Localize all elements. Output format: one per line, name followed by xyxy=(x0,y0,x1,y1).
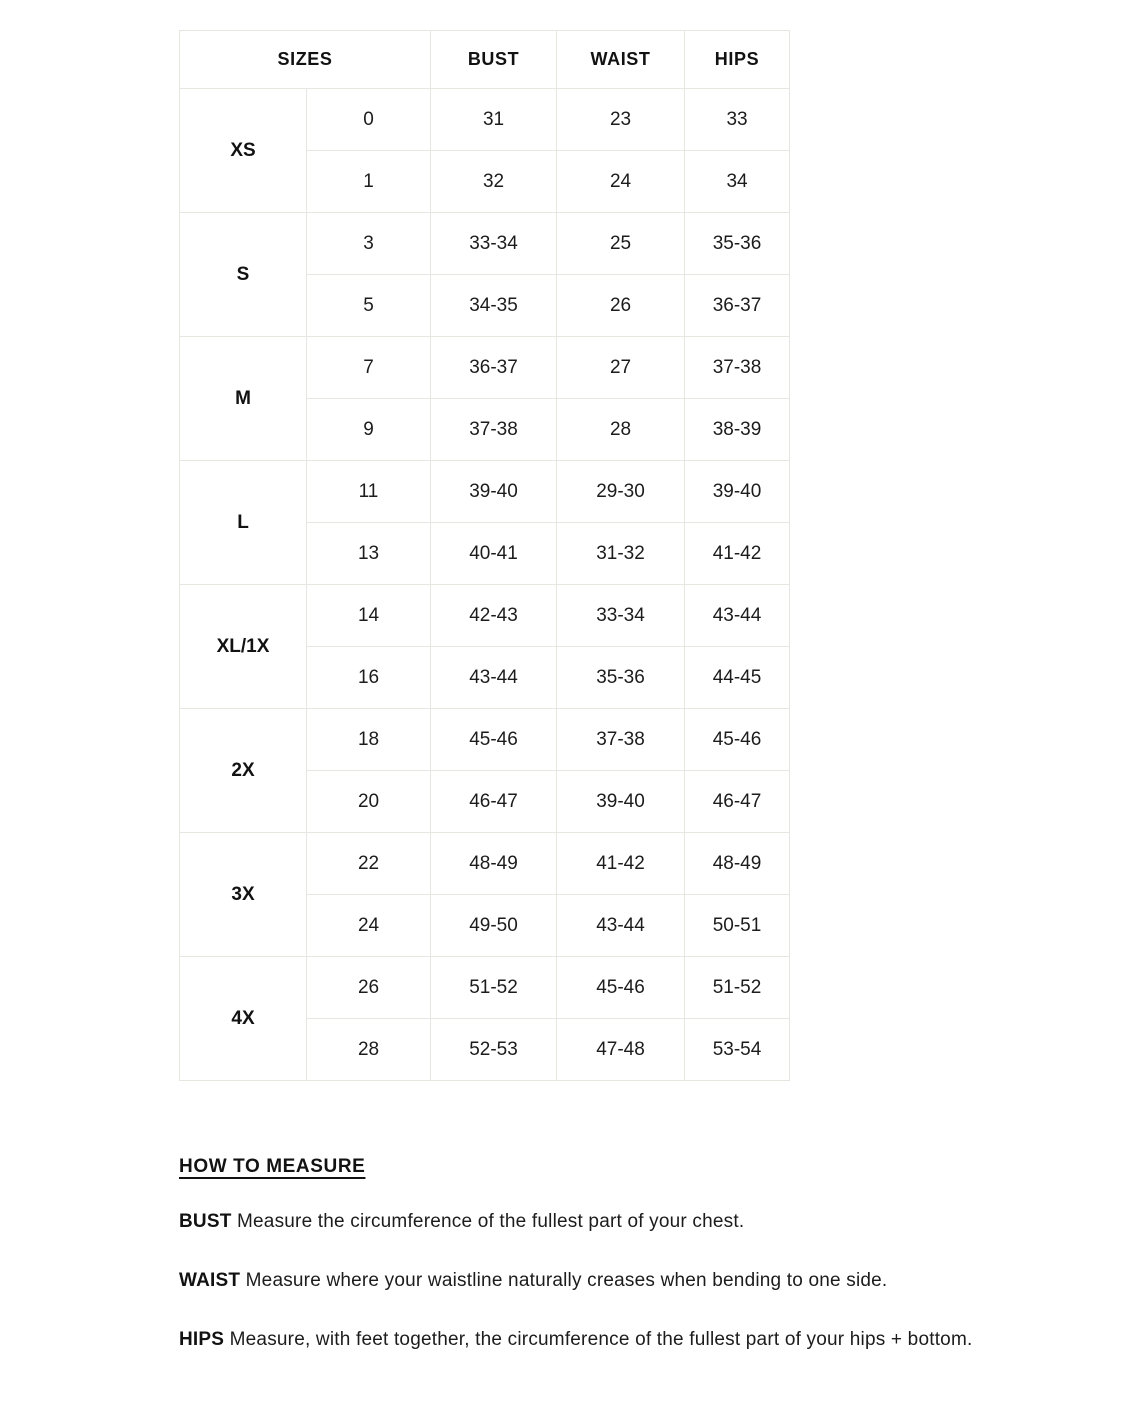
waist-cell: 47-48 xyxy=(557,1019,685,1081)
size-cell: 24 xyxy=(307,895,431,957)
size-cell: 16 xyxy=(307,647,431,709)
hips-cell: 48-49 xyxy=(685,833,790,895)
measure-term: BUST xyxy=(179,1211,232,1232)
bust-cell: 34-35 xyxy=(431,275,557,337)
waist-cell: 33-34 xyxy=(557,585,685,647)
table-row xyxy=(180,833,790,895)
measure-item: WAIST Measure where your waistline naturally creases when bending to one side. xyxy=(179,1270,888,1291)
bust-cell: 46-47 xyxy=(431,771,557,833)
bust-cell: 40-41 xyxy=(431,523,557,585)
size-group-label: 2X xyxy=(180,709,307,833)
bust-cell: 49-50 xyxy=(431,895,557,957)
table-row xyxy=(180,585,790,647)
size-cell: 28 xyxy=(307,1019,431,1081)
bust-cell: 33-34 xyxy=(431,213,557,275)
waist-cell: 39-40 xyxy=(557,771,685,833)
bust-cell: 48-49 xyxy=(431,833,557,895)
how-to-measure-section xyxy=(179,1156,1099,1388)
hips-cell: 50-51 xyxy=(685,895,790,957)
bust-cell: 45-46 xyxy=(431,709,557,771)
hips-cell: 53-54 xyxy=(685,1019,790,1081)
size-group-label: 4X xyxy=(180,957,307,1081)
table-row xyxy=(180,337,790,399)
waist-cell: 25 xyxy=(557,213,685,275)
hips-cell: 37-38 xyxy=(685,337,790,399)
waist-cell: 23 xyxy=(557,89,685,151)
size-group-label: M xyxy=(180,337,307,461)
size-cell: 22 xyxy=(307,833,431,895)
size-cell: 20 xyxy=(307,771,431,833)
waist-cell: 28 xyxy=(557,399,685,461)
hips-cell: 44-45 xyxy=(685,647,790,709)
hips-cell: 39-40 xyxy=(685,461,790,523)
size-cell: 5 xyxy=(307,275,431,337)
size-cell: 14 xyxy=(307,585,431,647)
size-cell: 9 xyxy=(307,399,431,461)
waist-cell: 31-32 xyxy=(557,523,685,585)
size-group-label: 3X xyxy=(180,833,307,957)
table-row xyxy=(180,89,790,151)
hips-cell: 36-37 xyxy=(685,275,790,337)
how-to-measure-heading: HOW TO MEASURE xyxy=(179,1156,366,1177)
measure-item: BUST Measure the circumference of the fullest part of your chest. xyxy=(179,1211,745,1232)
header-hips: HIPS xyxy=(685,31,790,89)
size-cell: 0 xyxy=(307,89,431,151)
size-cell: 18 xyxy=(307,709,431,771)
bust-cell: 51-52 xyxy=(431,957,557,1019)
size-cell: 1 xyxy=(307,151,431,213)
hips-cell: 41-42 xyxy=(685,523,790,585)
bust-cell: 39-40 xyxy=(431,461,557,523)
measure-list xyxy=(179,1211,1099,1351)
size-chart-header xyxy=(180,31,790,89)
measure-item: HIPS Measure, with feet together, the circumference of the fullest part of your hips + bottom. xyxy=(179,1329,973,1350)
waist-cell: 45-46 xyxy=(557,957,685,1019)
size-cell: 3 xyxy=(307,213,431,275)
bust-cell: 37-38 xyxy=(431,399,557,461)
hips-cell: 45-46 xyxy=(685,709,790,771)
waist-cell: 41-42 xyxy=(557,833,685,895)
waist-cell: 29-30 xyxy=(557,461,685,523)
table-row xyxy=(180,957,790,1019)
bust-cell: 32 xyxy=(431,151,557,213)
bust-cell: 42-43 xyxy=(431,585,557,647)
header-bust: BUST xyxy=(431,31,557,89)
measure-term: WAIST xyxy=(179,1270,241,1291)
hips-cell: 33 xyxy=(685,89,790,151)
size-cell: 13 xyxy=(307,523,431,585)
size-group-label: XS xyxy=(180,89,307,213)
size-chart-table xyxy=(179,30,790,1081)
hips-cell: 34 xyxy=(685,151,790,213)
waist-cell: 27 xyxy=(557,337,685,399)
waist-cell: 37-38 xyxy=(557,709,685,771)
table-row xyxy=(180,461,790,523)
waist-cell: 35-36 xyxy=(557,647,685,709)
size-cell: 7 xyxy=(307,337,431,399)
size-group-label: XL/1X xyxy=(180,585,307,709)
size-cell: 11 xyxy=(307,461,431,523)
size-table-body xyxy=(180,89,790,1081)
hips-cell: 46-47 xyxy=(685,771,790,833)
bust-cell: 52-53 xyxy=(431,1019,557,1081)
hips-cell: 38-39 xyxy=(685,399,790,461)
header-sizes: SIZES xyxy=(180,31,431,89)
hips-cell: 51-52 xyxy=(685,957,790,1019)
waist-cell: 24 xyxy=(557,151,685,213)
table-row xyxy=(180,709,790,771)
table-row xyxy=(180,213,790,275)
hips-cell: 35-36 xyxy=(685,213,790,275)
bust-cell: 43-44 xyxy=(431,647,557,709)
measure-term: HIPS xyxy=(179,1329,225,1350)
size-cell: 26 xyxy=(307,957,431,1019)
header-row xyxy=(180,31,790,89)
hips-cell: 43-44 xyxy=(685,585,790,647)
size-group-label: S xyxy=(180,213,307,337)
bust-cell: 36-37 xyxy=(431,337,557,399)
bust-cell: 31 xyxy=(431,89,557,151)
waist-cell: 43-44 xyxy=(557,895,685,957)
waist-cell: 26 xyxy=(557,275,685,337)
size-group-label: L xyxy=(180,461,307,585)
header-waist: WAIST xyxy=(557,31,685,89)
